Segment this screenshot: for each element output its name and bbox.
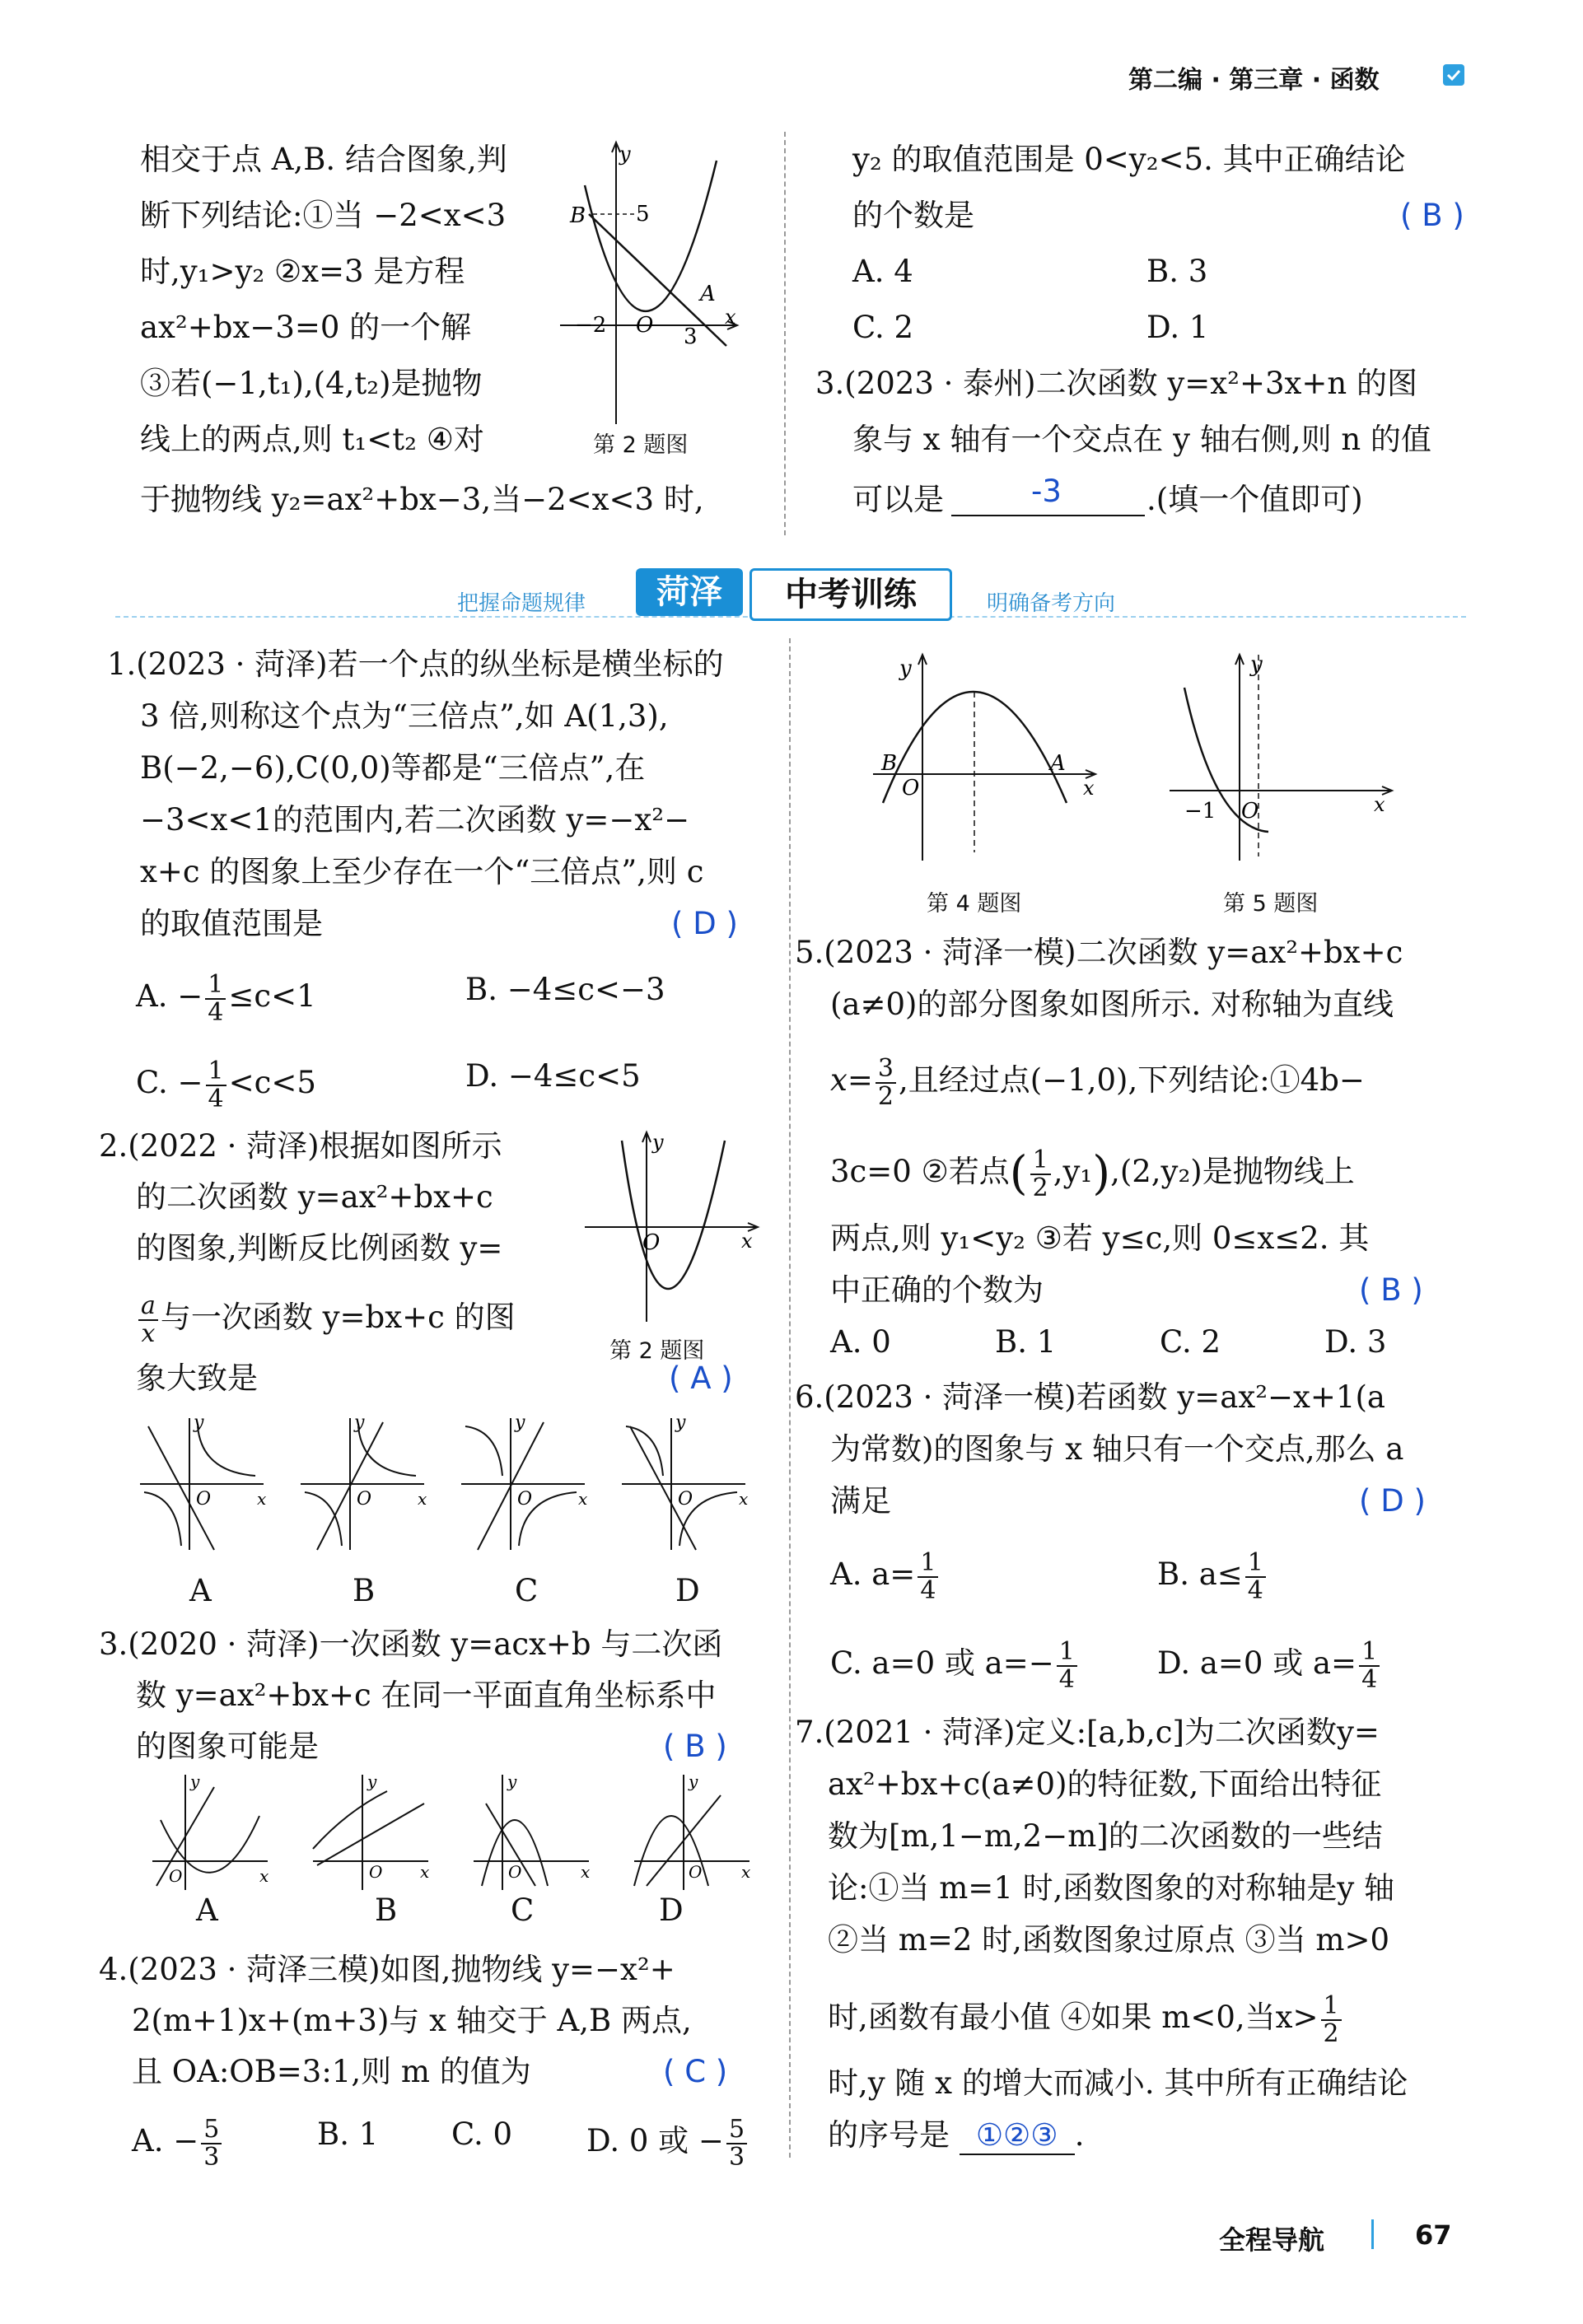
choice-label: A	[189, 1573, 212, 1608]
choice-d-graph	[622, 1412, 748, 1550]
choice-label: D	[659, 1892, 684, 1928]
svg-text:x: x	[1083, 777, 1095, 800]
svg-text:O: O	[196, 1489, 212, 1510]
svg-text:x: x	[420, 1862, 430, 1882]
svg-text:A: A	[1050, 751, 1066, 776]
svg-text:O: O	[357, 1489, 372, 1510]
choice-a-graph	[152, 1771, 269, 1890]
choice-label: A	[196, 1892, 218, 1928]
choice-b-graph	[313, 1771, 429, 1890]
svg-text:x: x	[259, 1866, 269, 1886]
svg-text:y: y	[1250, 652, 1263, 677]
svg-text:x: x	[725, 306, 736, 329]
svg-text:x: x	[1374, 793, 1385, 816]
column-divider	[784, 132, 786, 535]
svg-text:y: y	[899, 656, 912, 681]
figure-caption: 第 2 题图	[593, 432, 689, 458]
breadcrumb: 第二编 · 第三章 · 函数	[1128, 66, 1380, 95]
svg-text:y: y	[507, 1771, 517, 1791]
svg-text:A: A	[700, 282, 716, 306]
svg-text:O: O	[642, 1230, 661, 1255]
answer: B	[1422, 198, 1443, 233]
check-icon	[1443, 64, 1464, 86]
choice-label: B	[353, 1573, 376, 1608]
figure-top-q2	[552, 136, 749, 432]
svg-text:O: O	[517, 1489, 533, 1510]
svg-text:y: y	[619, 142, 631, 166]
svg-text:y: y	[515, 1412, 525, 1433]
svg-text:y: y	[689, 1771, 698, 1791]
svg-text:x: x	[257, 1489, 267, 1509]
figure-q4	[865, 646, 1104, 869]
figure-caption: 第 2 题图	[609, 1338, 705, 1364]
choice-label: D	[675, 1573, 700, 1608]
svg-text:y: y	[675, 1412, 686, 1433]
svg-text:O: O	[636, 313, 654, 338]
q2-choice-graphs	[132, 1410, 774, 1566]
banner-title-a: 菏泽	[636, 568, 743, 616]
svg-text:O: O	[902, 776, 920, 800]
footer-brand: 全程导航	[1219, 2224, 1325, 2256]
svg-text:−1: −1	[1184, 799, 1216, 824]
svg-text:B: B	[570, 203, 586, 228]
svg-text:O: O	[169, 1866, 183, 1886]
svg-text:−2: −2	[575, 313, 607, 338]
banner-left-slogan: 把握命题规律	[457, 591, 586, 616]
choice-c-graph	[474, 1771, 590, 1890]
answer: A	[690, 1360, 712, 1396]
svg-text:B: B	[881, 751, 898, 776]
choice-d-graph	[634, 1771, 750, 1890]
svg-text:x: x	[418, 1489, 427, 1509]
banner-title-b: 中考训练	[749, 568, 952, 621]
svg-text:x: x	[741, 1862, 751, 1882]
page-number: 67	[1415, 2219, 1452, 2251]
q3-choice-graphs	[144, 1771, 751, 1894]
answer: B	[1380, 1272, 1402, 1308]
answer: C	[684, 2054, 707, 2089]
answer: ①②③	[960, 2117, 1075, 2155]
choice-a-graph	[140, 1412, 266, 1550]
svg-text:3: 3	[684, 324, 698, 349]
figure-q5	[1161, 646, 1400, 869]
choice-c-graph	[461, 1412, 587, 1550]
banner-right-slogan: 明确备考方向	[987, 591, 1116, 616]
footer-divider	[1371, 2219, 1374, 2249]
svg-text:x: x	[578, 1489, 588, 1509]
figure-caption: 第 5 题图	[1223, 891, 1319, 917]
figure-q2-parabola	[577, 1124, 766, 1330]
svg-text:y: y	[354, 1412, 365, 1433]
svg-text:y: y	[190, 1771, 200, 1791]
answer: -3	[1031, 474, 1062, 509]
answer: D	[1380, 1483, 1404, 1519]
choice-b-graph	[301, 1412, 427, 1550]
svg-text:x: x	[741, 1230, 753, 1253]
svg-text:y: y	[367, 1771, 377, 1791]
svg-text:5: 5	[636, 202, 650, 226]
svg-text:y: y	[194, 1412, 204, 1433]
column-divider	[789, 638, 791, 2158]
figure-caption: 第 4 题图	[927, 891, 1022, 917]
svg-text:x: x	[581, 1862, 591, 1882]
svg-text:O: O	[689, 1862, 703, 1882]
choice-label: B	[375, 1892, 398, 1928]
svg-text:y: y	[652, 1131, 664, 1154]
svg-text:O: O	[369, 1862, 383, 1882]
fill-blank	[951, 515, 1145, 516]
svg-text:x: x	[739, 1489, 749, 1509]
svg-text:O: O	[678, 1489, 693, 1510]
svg-text:O: O	[1241, 799, 1259, 824]
choice-label: C	[515, 1573, 539, 1608]
answer: D	[693, 906, 717, 941]
choice-label: C	[511, 1892, 535, 1928]
answer: B	[684, 1729, 706, 1764]
svg-text:O: O	[508, 1862, 522, 1882]
